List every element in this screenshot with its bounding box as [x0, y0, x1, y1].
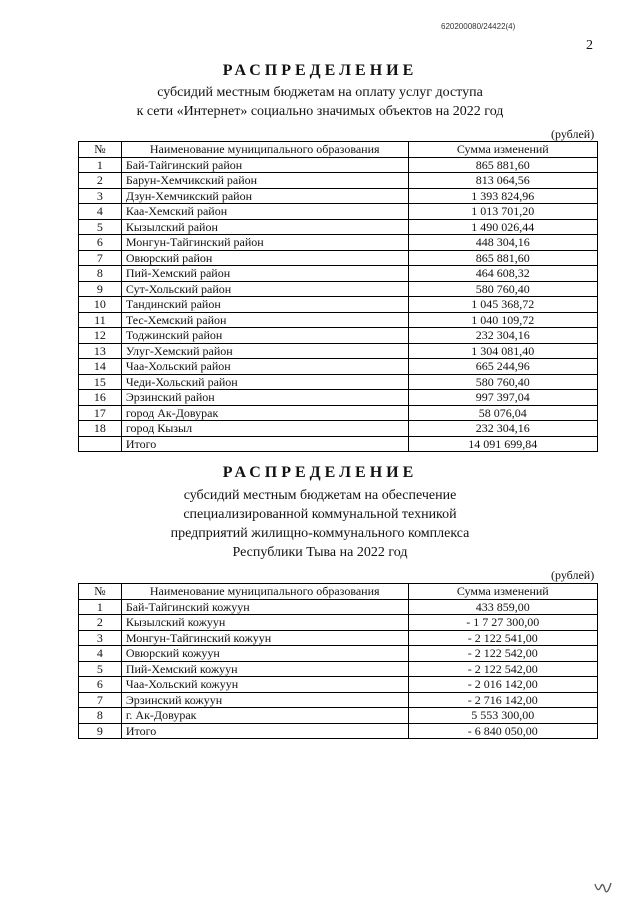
- row-number: 7: [79, 250, 122, 266]
- municipality-name: Пий-Хемский кожуун: [121, 661, 408, 677]
- table-row: [79, 343, 598, 359]
- row-number: [79, 436, 122, 452]
- section2-subtitle-line-3: предприятий жилищно-коммунального комплекса: [170, 526, 470, 541]
- row-number: 5: [79, 661, 122, 677]
- municipality-name: Улуг-Хемский район: [121, 343, 408, 359]
- section2-subtitle-line-1: субсидий местным бюджетам на обеспечение: [183, 488, 457, 503]
- row-number: 2: [79, 173, 122, 189]
- row-number: 3: [79, 630, 122, 646]
- amount: - 2 016 142,00: [408, 677, 597, 693]
- table-row: [79, 405, 598, 421]
- row-number: 8: [79, 266, 122, 282]
- municipality-name: Овюрский район: [121, 250, 408, 266]
- municipality-name: Монгун-Тайгинский район: [121, 235, 408, 251]
- table-row: [79, 723, 598, 739]
- municipality-name: Овюрский кожуун: [121, 646, 408, 662]
- table-row: [79, 599, 598, 615]
- amount: 448 304,16: [408, 235, 597, 251]
- table-row: [79, 374, 598, 390]
- table-header-row: [79, 584, 598, 600]
- row-number: 4: [79, 204, 122, 220]
- row-number: 6: [79, 677, 122, 693]
- document-id: 620200080/24422(4): [441, 22, 516, 31]
- amount: 865 881,60: [408, 250, 597, 266]
- table-row: [79, 250, 598, 266]
- row-number: 15: [79, 374, 122, 390]
- amount: 1 304 081,40: [408, 343, 597, 359]
- table-row: [79, 677, 598, 693]
- table-row: [79, 708, 598, 724]
- amount: - 6 840 050,00: [408, 723, 597, 739]
- amount: 1 490 026,44: [408, 219, 597, 235]
- municipality-name: Эрзинский кожуун: [121, 692, 408, 708]
- municipality-name: Кызылский район: [121, 219, 408, 235]
- table-row: [79, 188, 598, 204]
- row-number: 9: [79, 723, 122, 739]
- row-number: 18: [79, 421, 122, 437]
- row-number: 2: [79, 615, 122, 631]
- amount: - 2 122 542,00: [408, 646, 597, 662]
- column-header-sum: Сумма изменений: [408, 142, 597, 158]
- table-row: [79, 173, 598, 189]
- municipality-name: Барун-Хемчикский район: [121, 173, 408, 189]
- table-row: [79, 661, 598, 677]
- row-number: 12: [79, 328, 122, 344]
- table-row: [79, 328, 598, 344]
- table-row: [79, 219, 598, 235]
- section1-table: [78, 141, 598, 452]
- municipality-name: Монгун-Тайгинский кожуун: [121, 630, 408, 646]
- amount: 58 076,04: [408, 405, 597, 421]
- municipality-name: Сут-Хольский район: [121, 281, 408, 297]
- municipality-name: Бай-Тайгинский кожуун: [121, 599, 408, 615]
- municipality-name: Пий-Хемский район: [121, 266, 408, 282]
- row-number: 3: [79, 188, 122, 204]
- section2-subtitle-line-4: Республики Тыва на 2022 год: [232, 545, 408, 560]
- column-header-sum: Сумма изменений: [408, 584, 597, 600]
- row-number: 17: [79, 405, 122, 421]
- municipality-name: Тандинский район: [121, 297, 408, 313]
- row-number: 1: [79, 599, 122, 615]
- table-row: [79, 281, 598, 297]
- municipality-name: Каа-Хемский район: [121, 204, 408, 220]
- table-row: [79, 390, 598, 406]
- section1-subtitle-line-1: субсидий местным бюджетам на оплату услуг доступа: [157, 85, 483, 100]
- section1-title: РАСПРЕДЕЛЕНИЕ: [222, 62, 418, 79]
- municipality-name: Чеди-Хольский район: [121, 374, 408, 390]
- municipality-name: город Ак-Довурак: [121, 405, 408, 421]
- municipality-name: Тес-Хемский район: [121, 312, 408, 328]
- amount: 1 045 368,72: [408, 297, 597, 313]
- section2-unit: (рублей): [551, 568, 595, 582]
- amount: 580 760,40: [408, 281, 597, 297]
- municipality-name: Тоджинский район: [121, 328, 408, 344]
- row-number: 9: [79, 281, 122, 297]
- table-row: [79, 266, 598, 282]
- amount: 997 397,04: [408, 390, 597, 406]
- amount: - 2 122 542,00: [408, 661, 597, 677]
- section1-subtitle-line-2: к сети «Интернет» социально значимых объектов на 2022 год: [136, 104, 504, 119]
- amount: 865 881,60: [408, 157, 597, 173]
- column-header-number: №: [79, 584, 122, 600]
- column-header-name: Наименование муниципального образования: [121, 142, 408, 158]
- amount: 1 393 824,96: [408, 188, 597, 204]
- table-row: [79, 359, 598, 375]
- table-row: [79, 630, 598, 646]
- table-row: [79, 436, 598, 452]
- municipality-name: Чаа-Хольский район: [121, 359, 408, 375]
- municipality-name: город Кызыл: [121, 421, 408, 437]
- column-header-number: №: [79, 142, 122, 158]
- row-number: 13: [79, 343, 122, 359]
- column-header-name: Наименование муниципального образования: [121, 584, 408, 600]
- section2-title: РАСПРЕДЕЛЕНИЕ: [222, 464, 418, 481]
- table-row: [79, 157, 598, 173]
- amount: 5 553 300,00: [408, 708, 597, 724]
- page-number: 2: [586, 38, 593, 53]
- amount: 813 064,56: [408, 173, 597, 189]
- amount: 232 304,16: [408, 328, 597, 344]
- municipality-name: Чаа-Хольский кожуун: [121, 677, 408, 693]
- amount: 580 760,40: [408, 374, 597, 390]
- amount: - 2 122 541,00: [408, 630, 597, 646]
- row-number: 5: [79, 219, 122, 235]
- row-number: 16: [79, 390, 122, 406]
- municipality-name: г. Ак-Довурак: [121, 708, 408, 724]
- table-row: [79, 297, 598, 313]
- section2-table: [78, 583, 598, 739]
- row-number: 1: [79, 157, 122, 173]
- amount: 14 091 699,84: [408, 436, 597, 452]
- amount: 464 608,32: [408, 266, 597, 282]
- municipality-name: Эрзинский район: [121, 390, 408, 406]
- table-row: [79, 312, 598, 328]
- table-row: [79, 421, 598, 437]
- municipality-name: Бай-Тайгинский район: [121, 157, 408, 173]
- amount: - 2 716 142,00: [408, 692, 597, 708]
- row-number: 8: [79, 708, 122, 724]
- row-number: 10: [79, 297, 122, 313]
- row-number: 14: [79, 359, 122, 375]
- row-number: 7: [79, 692, 122, 708]
- handwritten-signature: [593, 880, 613, 902]
- amount: 1 013 701,20: [408, 204, 597, 220]
- row-number: 6: [79, 235, 122, 251]
- section1-unit: (рублей): [551, 127, 595, 141]
- amount: 1 040 109,72: [408, 312, 597, 328]
- amount: - 1 7 27 300,00: [408, 615, 597, 631]
- municipality-name: Дзун-Хемчикский район: [121, 188, 408, 204]
- table-row: [79, 646, 598, 662]
- row-number: 4: [79, 646, 122, 662]
- table-row: [79, 235, 598, 251]
- amount: 433 859,00: [408, 599, 597, 615]
- table-row: [79, 615, 598, 631]
- table-row: [79, 204, 598, 220]
- municipality-name: Итого: [121, 436, 408, 452]
- table-header-row: [79, 142, 598, 158]
- municipality-name: Итого: [121, 723, 408, 739]
- municipality-name: Кызылский кожуун: [121, 615, 408, 631]
- row-number: 11: [79, 312, 122, 328]
- table-row: [79, 692, 598, 708]
- section2-subtitle-line-2: специализированной коммунальной техникой: [183, 507, 457, 522]
- amount: 232 304,16: [408, 421, 597, 437]
- amount: 665 244,96: [408, 359, 597, 375]
